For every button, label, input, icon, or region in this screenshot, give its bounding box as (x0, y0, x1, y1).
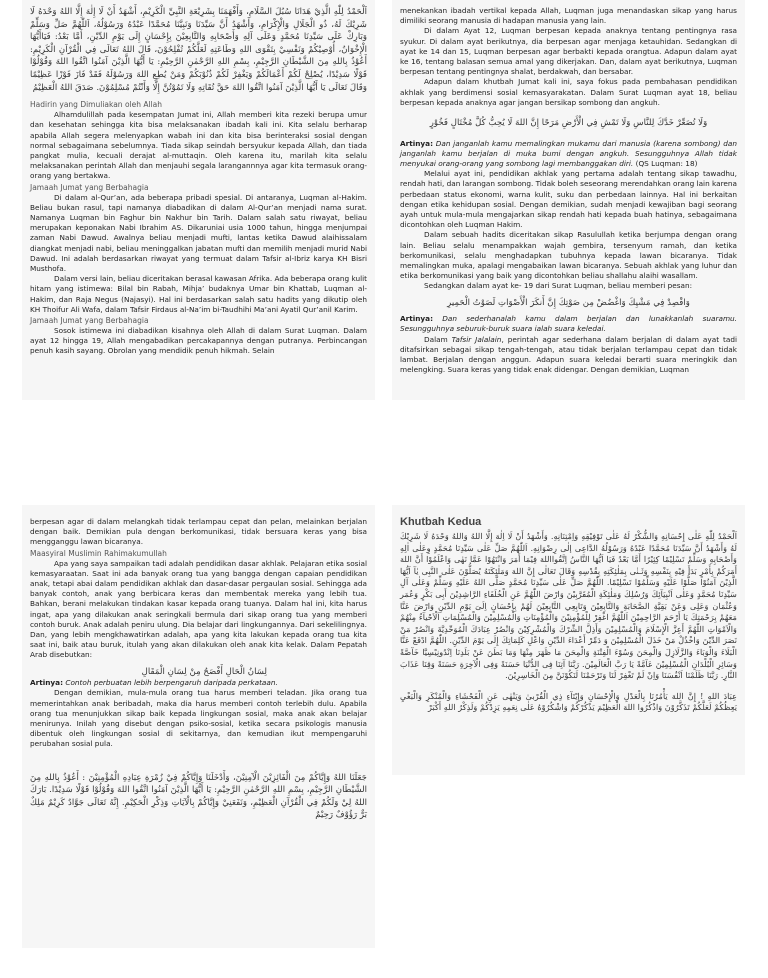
arabic-closing-prayer: جَعَلَنَا اللهُ وَإِيَّاكُمْ مِنَ الْفَائِزِيْنَ الْآمِنِيْنَ، وَأَدْخَلَنَا وَإِيَّاكُمْ فِيْ زُمْرَةِ عِبَادِهِ الْمُؤْمِنِيْنَ : أَعُوْذُ بِاللهِ مِنَ الشَّيْطَانِ الرَّجِيْمِ، بِسْمِ اللهِ الرَّحْمٰنِ الرَّحِيْمِ: يَا أَيُّهَا الَّذِيْنَ آمَنُوا اتَّقُوا اللهَ وَقُوْلُوْا قَوْلًا سَدِيْدًا. بَارَكَ اللهُ لِيْ وَلَكُمْ فِي الْقُرْآنِ الْعَظِيْمِ، وَنَفَعَنِيْ وَإِيَّاكُمْ بِالْآيَاتِ وَذِكْرِ الْحَكِيْمِ. إِنَّهُ تَعَالَى جَوَّادٌ كَرِيْمٌ مَلِكٌ بَرٌّ رَؤُوْفٌ رَحِيْمٌ (30, 772, 367, 821)
arabic-opening-prayer: اَلْحَمْدُ لِلّٰهِ الَّذِيْ هَدَانَا سُبُلَ السَّلَامِ، وَأَفْهَمَنَا بِشَرِيْعَةِ النَّبِيِّ الْكَرِيْمِ، أَشْهَدُ أَنْ لَا إِلٰهَ إِلَّا اللهُ وَحْدَهُ لَا شَرِيْكَ لَهُ، ذُو الْجَلَالِ وَالْإِكْرَامِ، وَأَشْهَدُ أَنَّ سَيِّدَنَا وَنَبِيَّنَا مُحَمَّدًا عَبْدُهُ وَرَسُوْلُهُ، اَللّٰهُمَّ صَلِّ وَسَلِّمْ وَبَارِكْ عَلَى سَيِّدِنَا مُحَمَّدٍ وَعَلَى آلِهِ وَأَصْحَابِهِ وَالتَّابِعِيْنَ بِإِحْسَانٍ إِلَى يَوْمِ الدِّيْنِ، أَمَّا بَعْدُ: فَيَاأَيُّهَا الْإِخْوَانُ، أُوْصِيْكُمْ وَنَفْسِيْ بِتَقْوَى اللهِ وَطَاعَتِهِ لَعَلَّكُمْ تُفْلِحُوْنَ، قَالَ اللهُ تَعَالَى فِي الْقُرْآنِ الْكَرِيْمِ: أَعُوْذُ بِاللهِ مِنَ الشَّيْطَانِ الرَّجِيْمِ، بِسْمِ اللهِ الرَّحْمٰنِ الرَّحِيْمِ: يَا أَيُّهَا الَّذِيْنَ آمَنُوا اتَّقُوا اللهَ وَقُوْلُوْا قَوْلًا سَدِيْدًا، يُصْلِحْ لَكُمْ أَعْمَالَكُمْ وَيَغْفِرْ لَكُمْ ذُنُوْبَكُمْ وَمَنْ يُطِعِ اللهَ وَرَسُوْلَهُ فَقَدْ فَازَ فَوْزًا عَظِيْمًا وَقَالَ تَعَالَى يَا أَيُّهَا الَّذِيْنَ آمَنُوا اتَّقُوا اللهَ حَقَّ تُقَاتِهِ وَلَا تَمُوْتُنَّ إِلَّا وَأَنْتُمْ مُسْلِمُوْنَ. صَدَقَ اللهُ الْعَظِيْمُ (30, 7, 367, 93)
translation-block (400, 314, 737, 334)
translation-label: Artinya: (30, 678, 64, 688)
arabic-verse-luqman-18: وَلَا تُصَعِّرْ خَدَّكَ لِلنَّاسِ وَلَا تَمْشِ فِي الْأَرْضِ مَرَحًا إِنَّ اللهَ لَا يُحِبُّ كُلَّ مُخْتَالٍ فَخُوْرٍ (429, 118, 708, 129)
paragraph: Apa yang saya sampaikan tadi adalah pendidikan dasar akhlak. Pelajaran etika sosial kemasyaraatan. Saat ini ada banyak orang tua yang bangga dengan capaian pendidikan anak, tetapi abai dalam pendidikan akhlak dan dasar-dasar pergaulan sosial. Sehingga ada banyak contoh, anak yang berbicara keras dan membentak mereka yang lebih tua. Bahkan, berani melakukan tindakan kasar kepada orang tuanya. Dalam hal ini, kita harus ingat, apa yang dilakukan anak seringkali bermula dari sikap orang tua yang memberi contoh buruk. Anak adalah peniru ulung. Dia belajar dari lingkungannya. Dari sekelilingnya. Dan, yang lebih mengkhawatirkan adalah, apa yang kita lakukan kepada orang tua kita saat ini, baik atau buruk, itulah yang akan dilakukan oleh anak kita kelak. Dalam Pepatah Arab disebutkan: (30, 558, 367, 660)
paragraph: menekankan ibadah vertikal kepada Allah, Luqman juga menandaskan sikap yang harus dimiliki seorang manusia di hadapan manusia yang lain. (400, 6, 737, 26)
paragraph: Adapun dalam khutbah Jumat kali ini, saya fokus pada pembahasan pendidikan akhlak yang berdimensi sosial kemasyarakatan. Dalam Surat Luqman ayat 18, beliau berpesan kepada anaknya agar jangan bersikap sombong dan angkuh. (400, 77, 737, 107)
paragraph: berpesan agar di dalam melangkah tidak terlampau cepat dan pelan, melainkan berjalan dengan baik. Demikian pula dengan berkomunikasi, tidak bersuara keras yang bisa mengganggu lawan bicaranya. (30, 517, 367, 547)
section-heading: Hadirin yang Dimuliakan oleh Allah (30, 100, 163, 110)
translation-text: Contoh perbuatan lebih berpengaruh daripada perkataan. (65, 678, 278, 688)
paragraph (400, 335, 737, 376)
paragraph: Alhamdulillah pada kesempatan Jumat ini, Allah memberi kita rezeki berupa umur dan kesehatan sehingga kita bisa melaksanakan ibadah kali ini. Kita selalu berharap apabila Allah segera melenyapkan wabah ini dan kita bisa berinteraksi sosial dengan normal sebagaimana sebelumnya. Tiada sikap seindah bersyukur kepada Allah, dan tiada pangkat mulia, kecuali derajat al-muttaqin. Oleh karena itu, marilah kita selalu melaksanakan perintah Allah dan menjauhi segala larangannnya agar kita termasuk orang-orang yang bertakwa. (30, 110, 367, 181)
arabic-proverb: لِسَانُ الْحَالِ أَفْصَحُ مِنْ لِسَانِ الْمَقَالِ (141, 666, 267, 677)
page-panel-2 (392, 0, 745, 400)
translation-label: Artinya: (400, 314, 434, 324)
paragraph: Dalam versi lain, beliau diceritakan berasal kawasan Afrika. Ada beberapa orang kulit hitam yang istimewa: Bilal bin Rabah, Mihja’ budaknya Umar bin Khattab, Luqman al-Hakim, dan Raja Negus (Najasyi). Hal ini berdasarkan salah satu hadits yang dikutip oleh KH Thoifur Ali Wafa, dalam Tafsir Firdaus al-Na’im bi-Taudhihi Ma’ani Ayatil Qur’anil Karim. (30, 274, 367, 314)
section-heading: Maasyiral Muslimin Rahimakumullah (30, 548, 167, 558)
translation-label: Artinya: (400, 138, 434, 148)
arabic-verse-luqman-19: وَاقْصِدْ فِي مَشْيِكَ وَاغْضُضْ مِن صَوْتِكَ إِنَّ أَنكَرَ الْأَصْوَاتِ لَصَوْتُ الْحَمِيرِ (447, 297, 690, 308)
section-heading: Jamaah Jumat yang Berbahagia (30, 182, 149, 192)
page-panel-3 (22, 505, 375, 948)
translation-text: Dan janganlah kamu memalingkan mukamu dari manusia (karena sombong) dan janganlah kamu berjalan di muka bumi dengan angkuh. Sesungguhnya Allah tidak menyukai orang-orang yang sombong lagi membanggakan diri. (400, 138, 737, 169)
paragraph-text: Dalam (424, 334, 452, 344)
paragraph: Sedangkan dalam ayat ke- 19 dari Surat Luqman, beliau memberi pesan: (424, 281, 693, 291)
section-title: Khutbah Kedua (400, 516, 482, 528)
translation-block (30, 678, 367, 688)
paragraph-text: , perintah agar sederhana dalam berjalan di dalam ayat tadi ditafsirkan sebagai sikap tengah-tengah, atau tidak berjalan terlampau cepat dan tidak lambat. Berjalan dengan anggun. Adapun suara keledai berarti suara meringkik dan melengking. Suara keras yang tidak enak didengar. Dengan demikian, Luqman (400, 334, 737, 375)
paragraph: Melalui ayat ini, pendidikan akhlak yang pertama adalah tentang sikap tawadhu, rendah hati, dan larangan sombong. Tidak boleh seseorang merendahkan orang lain karena perbedaan status ekonomi, warna kulit, suku dan perbedaan lainnya. Hal ini berkaitan dengan etika kehidupan sosial. Dengan demikian, sudah menjadi kewajiban bagi seorang ayah untuk mula-mula mengajarkan sikap rendah hati kepada buah hatinya, sebagaimana dicontohkan oleh Luqman Hakim. (400, 169, 738, 230)
section-heading: Jamaah Jumat yang Berbahagia (30, 316, 149, 326)
paragraph: Di dalam Ayat 12, Luqman berpesan kepada anaknya tentang pentingnya rasa syukur. Di dalam ayat berikutnya, dia berpesan agar menjaga ketauhidan. Sedangkan di ayat ke 14 dan 15, Luqman berpesan agar berbakti kepada orangtua. Adapun dalam ayat ke 16, tentang balasan semua amal yang dikerjakan. Dan, dalam ayat berikutnya, Luqman berpesan tentang pentingnya shalat, berdakwah, dan bersabar. (400, 26, 737, 77)
translation-text: Dan sederhanalah kamu dalam berjalan dan lunakkanlah suaramu. Sesungguhnya seburuk-buruk suara ialah suara keledai. (400, 314, 737, 334)
page-panel-4 (392, 505, 745, 775)
paragraph: Di dalam al-Qur’an, ada beberapa pribadi spesial. Di antaranya, Luqman al-Hakim. Beliau bukan rasul, tapi namanya diabadikan di dalam Al-Qur’an menjadi nama surat. Namanya Luqman bin Faghur bin Nakhur bin Tarih. Dalam salah satu riwayat, beliau merupakan keponakan Nabi Ibrahim AS. Dikaruniai usia 1000 tahun, hingga menjumpai zaman Nabi Dawud. Awalnya beliau menjadi mufti, lantas ketika Dawud alaihissalam diangkat menjadi nabi, beliau meninggalkan jabatan mufti dan memilih menjadi murid Nabi Dawud. Ini adalah berdasarkan riwayat yang termuat dalam Tafsir al-Ibriz karya KH Bisri Musthofa. (30, 192, 367, 273)
page-panel-1 (22, 0, 375, 400)
book-title: Tafsir Jalalain (451, 334, 502, 344)
arabic-final-exhortation: عِبَادَ اللهِ ! إِنَّ اللهَ يَأْمُرُنَا بِالْعَدْلِ وَالْإِحْسَانِ وَإِيْتَآءِ ذِي الْقُرْبىٰ وَيَنْهٰى عَنِ الْفَحْشَاءِ وَالْمُنْكَرِ وَالْبَغْيِ يَعِظُكُمْ لَعَلَّكُمْ تَذَكَّرُوْنَ وَاذْكُرُوا اللهَ الْعَظِيْمَ يَذْكُرْكُمْ وَاشْكُرُوْهُ عَلٰى نِعَمِهِ يَزِدْكُمْ وَلَذِكْرُ اللهِ أَكْبَرْ (400, 690, 737, 713)
translation-block (400, 139, 737, 170)
paragraph: Sosok istimewa ini diabadikan kisahnya oleh Allah di dalam Surat Luqman. Dalam ayat 12 hingga 19, Allah mengabadikan percakapannya dengan putranya. Perbincangan penuh kasih sayang. Obrolan yang mendidik penuh hikmah. Selain (30, 326, 367, 356)
verse-reference: (QS Luqman: 18) (635, 159, 698, 169)
paragraph: Dalam sebuah hadits diceritakan sikap Rasulullah ketika berjumpa dengan orang lain. Beliau selalu menampakkan wajah gembira, tersenyum ramah, dan ketika berkomunikasi, selalu menghadapkan tubuhnya kepada lawan bicaranya. Tidak memalingkan muka, apalagi mengabaikan lawan bicaranya. Sebuah akhlak yang luhur dan etika berkomunikasi yang baik yang dicontohkan beliau shallahu alaihi wasallam. (400, 230, 737, 281)
paragraph: Dengan demikian, mula-mula orang tua harus memberi teladan. Jika orang tua memerintahkan anak beribadah, maka dia harus memberi contoh terlebih dulu. Apabila orang tua menunjukkan sikap baik kepada lingkungan sosial, maka anak akan belajar menirunya. Inilah yang disebut dengan psiko-sosial, ketika secara psikologis manusia dibentuk oleh lingkungan sosial di sekitarnya, dan kemudian ikut mempengaruhi perubahan sosial pula. (30, 688, 367, 749)
arabic-second-sermon: اَلْحَمْدُ لِلّٰهِ عَلٰى إِحْسَانِهِ وَالشُّكْرُ لَهُ عَلٰى تَوْفِيْقِهِ وَاِمْتِنَانِهِ. وَأَشْهَدُ أَنْ لَا اِلٰهَ إِلَّا اللهُ وَاللهُ وَحْدَهُ لَا شَرِيْكَ لَهُ وَأَشْهَدُ أَنَّ سَيِّدَنَا مُحَمَّدًا عَبْدُهُ وَرَسُوْلُهُ الدَّاعِى إلٰى رِضْوَانِهِ. اَللّٰهُمَّ صَلِّ عَلٰى سَيِّدِنَا مُحَمَّدٍ وِعَلٰى اٰلِهِ وَأَصْحَابِهِ وَسَلِّمْ تَسْلِيْمًا كِثِيْرًا أَمَّا بَعْدُ فَيَا اَيُّهَا النَّاسُ اِتَّقُوااللهَ فِيْمَا أَمَرَ وَانْتَهُوْا عَمَّا نَهٰى وَاعْلَمُوْا أَنَّ اللهَ أَمَرَكُمْ بِأَمْرٍ بَدَأَ فِيْهِ بِنَفْسِهِ وَثَـنٰى بِمَلٰئِكَتِهِ بِقُدْسِهِ وَقَالَ تَعَالٰى إِنَّ اللهَ وَمَلٰئِكَتَهُ يُصَلُّوْنَ عَلٰى النَّبِى يٰآ اَيُّهَا الَّذِيْنَ آمَنُوْا صَلُّوْا عَلَيْهِ وَسَلِّمُوْا تَسْلِيْمًا. اللّٰهُمَّ صَلِّ عَلٰى سَيِّدِنَا مُحَمَّدٍ صَلَّى اللهُ عَلَيْهِ وَسَلِّمْ وَعَلٰى آلِ سَيِّدِنَا مُحَمَّدٍ وَعَلٰى اَنْبِيَآئِكَ وَرُسُلِكَ وَمَلٰئِكَةِ الْمُقَرَّبِيْنَ وَارْضَ اللّٰهُمَّ عَنِ الْخُلَفَاءِ الرَّاشِدِيْنَ أَبِى بَكْرٍ وَعُمَر وَعُثْمَان وَعَلِى وَعَنْ بَقِيَّةِ الصَّحَابَةِ وَالتَّابِعِيْنَ وَتَابِعِي التَّابِعِيْنَ لَهُمْ بِاِحْسَانٍ اِلَىَ يَوْمِ الدِّيْنِ وَارْضَ عَنَّا مَعَهُمْ بِرَحْمَتِكَ يَا أَرْحَمَ الرَّاحِمِيْنَ اَللّٰهُمَّ اغْفِرْ لِلْمُؤْمِنِيْنَ وَالْمُؤْمِنَاتِ وَالْمُسْلِمِيْنَ وَالْمُسْلِمَاتِ اَلْاَحْيآءُ مِنْهُمْ وَالْاَمْوَاتِ اللّٰهُمَّ أَعِزَّ الْإِسْلَامَ وَالْمُسْلِمِيْنَ وَأَذِلَّ الشِّرْكَ وَالْمُشْرِكِيْنَ وَانْصُرْ عِبَادَكَ الْمُوَحِّدِيَّةَ وَانْصُرْ مَنْ نَصَرَ الدِّيْنَ وَاخْذُلْ مَنْ خَذَلَ الْمُسْلِمِيْنَ وَ دَمِّرْ أَعْدَاءَ الدِّيْنِ وَاعْلِ كَلِمَاتِكَ إِلَى يَوْمَ الدِّيْنِ. اللّٰهُمَّ ادْفَعْ عَنَّا الْبَلَاءَ وَالْوَبَاءَ وَالزَّلَازِلَ وَالْمِحَنَ وَسُوْءَ الْفِتْنَةِ وَالْمِحَنَ مَا ظَهَرَ مِنْهَا وَمَا بَطَنَ عَنْ بَلَدِنَا اِنْدُونِيْسِيَّا خَآصَّةً وَسَائِرِ الْبُلْدَانِ الْمُسْلِمِيْنَ عَآمَّةً يَا رَبَّ الْعَالَمِيْنَ. رَبَّنَا آتِنَا فِى الدُّنْيَا حَسَنَةً وَفِى الْآخِرَةِ حَسَنَةً وَقِنَا عَذَابَ النَّارِ. رَبَّنَا ظَلَمْنَا اَنْفُسَنَا وَاِنْ لَمْ تَغْفِرْ لَنَا وَتَرْحَمْنَا لَنَكُوْنَنَّ مِنَ الْخَاسِرِيْنَ. (400, 531, 737, 681)
